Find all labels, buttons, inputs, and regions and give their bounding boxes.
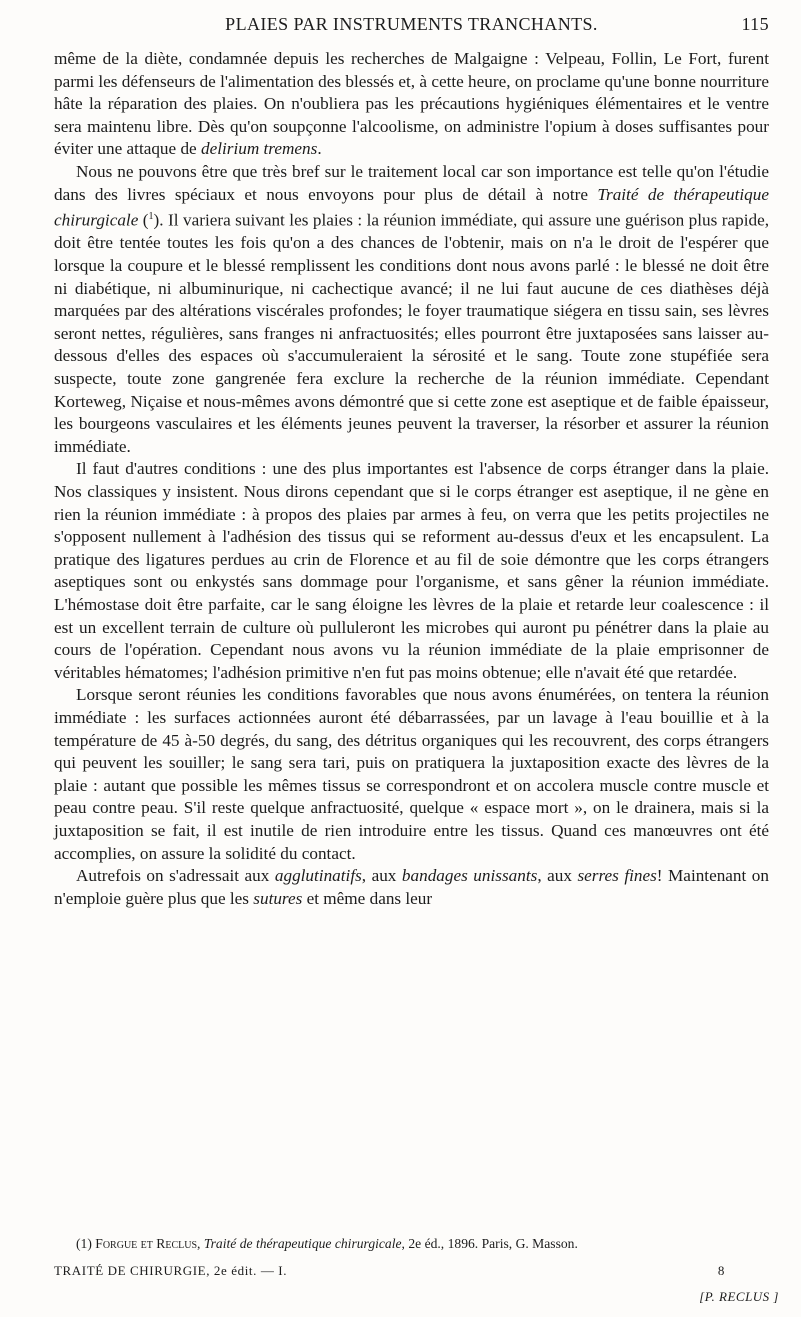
text-run: Lorsque seront réunies les conditions favorables que nous avons énumérées, on tentera la réunion immédiate : les surfaces actionnées auront été débarrassées, par un lavage à l'eau bouillie et à la température de 45 à-50 degrés, du sang, des détritus organiques qui les recouvrent, des corps étrangers qui peuvent les souiller; le sang sera tari, puis on pratiquera la juxtaposition exacte des lèvres de la plaie : autant que possible les mêmes tissus se correspondront et on accolera muscle contre muscle et peau contre peau. S'il reste quelque anfractuosité, quelque « espace mort », on le drainera, mais si la juxtaposition se fait, il est inutile de rien introduire entre les tissus. Quand ces manœuvres ont été accomplies, on assure la solidité du contact. — [54, 685, 769, 863]
footnote-details: , 2e éd., 1896. Paris, G. Masson. — [401, 1236, 578, 1251]
italic-phrase: delirium tremens — [200, 139, 318, 159]
italic-phrase: bandages unissants — [401, 866, 538, 886]
running-title: PLAIES PAR INSTRUMENTS TRANCHANTS. — [225, 14, 598, 34]
signature-text: TRAITÉ DE CHIRURGIE, 2e édit. — I. — [54, 1263, 288, 1278]
text-run: . — [317, 139, 322, 159]
page-number: 115 — [741, 14, 769, 34]
text-run: ! Maintenant on n'emploie guère plus que les — [54, 866, 769, 908]
signature-line — [54, 1263, 769, 1279]
text-run: ( — [138, 210, 149, 230]
text-run: Autrefois on s'adressait aux — [76, 866, 275, 886]
text-run: , aux — [361, 866, 402, 886]
text-run: Il faut d'autres conditions : une des plus importantes est l'absence de corps étranger dans la plaie. Nos classiques y insistent. Nous dirons cependant que si le corps étranger est aseptique, il ne gène en rien la réunion immédiate : à propos des plaies par armes à feu, on verra que les petits projectiles ne s'opposent nullement à l'adhésion des tissus qui se reforment au-dessus d'eux et les encapsulent. La pratique des ligatures perdues au crin de Florence et au fil de soie démontre que les corps étrangers aseptiques sont ou enkystés sans dommage pour l'organisme, et sans gêner la réunion immédiate. L'hémostase doit être parfaite, car le sang éloigne les lèvres de la plaie et retarde leur coalescence : il est un excellent terrain de culture où pulluleront les microbes qui auront pu pénétrer dans la plaie au cours de l'opération. Cependant nous avons vu la réunion immédiate de la plaie emprisonner de véritables hématomes; l'adhésion primitive n'en fut pas moins obtenue; elle n'avait été que retardée. — [54, 459, 769, 682]
footnote-title: Traité de thérapeutique chirurgicale — [203, 1236, 402, 1251]
text-run: ). Il variera suivant les plaies : la réunion immédiate, qui assure une guérison plus rapide, doit être tentée toutes les fois qu'on a des chances de l'obtenir, mais on n'a le droit de l'espérer que lorsque la coupure et le blessé remplissent les conditions dont nous avons parlé : le blessé ne doit être ni diabétique, ni albuminurique, ni cachectique avancé; il ne lui faut aucune de ces diathèses déjà marquées par des altérations viscérales profondes; le foyer traumatique siégera en tissu sain, ses lèvres seront nettes, régulières, sans franges ni anfractuosités; elles pourront être juxtaposées sans laisser au-dessous d'elles des espaces où s'accumuleraient la sérosité et le sang. Toute zone stupéfiée sera suspecte, toute zone gangrenée fera exclure la recherche de la réunion immédiate. Cependant Korteweg, Niçaise et nous-mêmes avons démontré que si cette zone est aseptique et de faible épaisseur, les bourgeons vasculaires et les éléments jeunes peuvent la traverser, la résorber et assurer la réunion immédiate. — [54, 210, 769, 456]
footnote: (1) Forgue et Reclus, Traité de thérapeutique chirurgicale, 2e éd., 1896. Paris, G. Masson. — [76, 1236, 578, 1251]
text-run: même de la diète, condamnée depuis les recherches de Malgaigne : Velpeau, Follin, Le Fort, furent parmi les défenseurs de l'alimentation des blessés et, à cette heure, on proclame qu'une bonne nourriture hâte la réparation des plaies. On n'oubliera pas les précautions hygiéniques élémentaires et le ventre sera maintenu libre. Dès qu'on soupçonne l'alcoolisme, on administre l'opium à doses suffisantes pour éviter une attaque de — [54, 49, 769, 159]
paragraph — [54, 458, 769, 684]
paragraph — [54, 865, 769, 910]
text-run: Nous ne pouvons être que très bref sur le traitement local car son importance est telle qu'on l'étudie dans des livres spéciaux et nous envoyons pour plus de détail à notre — [54, 161, 769, 204]
italic-phrase: Traité de thérapeutique chirurgicale — [54, 184, 769, 230]
editor-stamp: [P. RECLUS ] — [699, 1289, 779, 1304]
italic-phrase: sutures — [253, 888, 303, 908]
signature-mark: 8 — [717, 1263, 725, 1278]
footnote-ref: 1 — [148, 211, 154, 223]
text-run: , aux — [537, 866, 578, 886]
italic-phrase: agglutinatifs — [274, 866, 362, 886]
body-text — [54, 48, 769, 910]
footnote-authors: Forgue et Reclus — [95, 1236, 198, 1251]
paragraph — [54, 48, 769, 161]
text-run: et même dans leur — [302, 888, 433, 908]
paragraph — [54, 684, 769, 865]
paragraph — [54, 161, 769, 458]
running-header — [54, 14, 769, 38]
italic-phrase: serres fines — [577, 866, 657, 886]
footnote-marker: (1) — [76, 1236, 92, 1251]
